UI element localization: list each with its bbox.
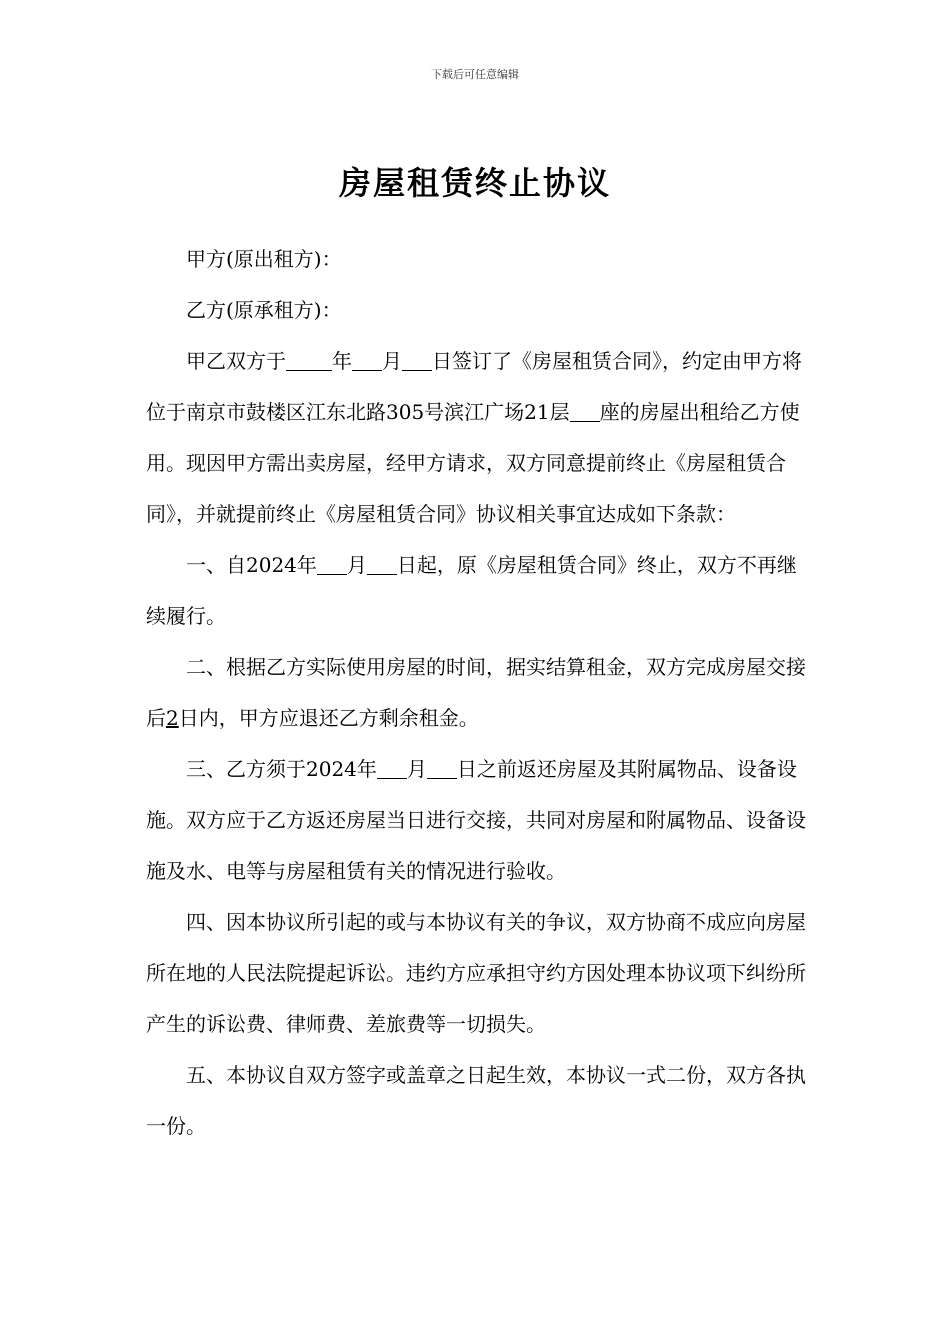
clause-1-day-blank [367, 552, 397, 575]
clause-3-day-blank [427, 756, 457, 779]
intro-text-5: 座的房屋出租给乙方使用。现因甲方需出卖房屋，经甲方请求，双方同意提前终止《房屋租赁合同》，并就提前终止《房屋租赁合同》协议相关事宜达成如下条款： [146, 400, 800, 526]
clause-1-text-3: 日起，原《房屋租赁合同》终止，双方不再继续履行。 [146, 553, 797, 628]
clause-2-text-2: 日内，甲方应退还乙方剩余租金。 [178, 706, 479, 730]
year-blank [286, 348, 332, 371]
clause-3 [146, 744, 806, 897]
document-title: 房屋租赁终止协议 [338, 164, 611, 202]
clause-1-text-2: 月 [346, 553, 367, 577]
document-body [146, 234, 806, 1152]
intro-text-4: 日签订了《房屋租赁合同》，约定由甲方将位于南京市鼓楼区江东北路305号滨江广场21层 [146, 349, 802, 424]
unit-blank [570, 399, 600, 422]
intro-text-2: 年 [332, 349, 352, 373]
clause-3-text-2: 月 [406, 757, 427, 781]
party-b-line: 乙方(原承租方)： [186, 298, 342, 322]
intro-text-3: 月 [382, 349, 402, 373]
clause-3-month-blank [377, 756, 407, 779]
clause-3-text-1: 三、乙方须于2024年 [186, 757, 377, 781]
header-note: 下载后可任意编辑 [431, 68, 519, 81]
clause-1-month-blank [317, 552, 347, 575]
clause-2 [146, 642, 806, 744]
intro-text-1: 甲乙双方于 [186, 349, 286, 373]
month-blank [352, 348, 382, 371]
clause-5: 五、本协议自双方签字或盖章之日起生效，本协议一式二份，双方各执一份。 [146, 1063, 806, 1138]
day-blank [402, 348, 432, 371]
party-a-line: 甲方(原出租方)： [186, 247, 342, 271]
clause-1-text-1: 一、自2024年 [186, 553, 317, 577]
clause-4: 四、因本协议所引起的或与本协议有关的争议，双方协商不成应向房屋所在地的人民法院提起诉讼。违约方应承担守约方因处理本协议项下纠纷所产生的诉讼费、律师费、差旅费等一切损失。 [146, 910, 806, 1036]
intro-paragraph [146, 336, 806, 540]
clause-2-days: 2 [166, 706, 179, 730]
clause-2-text-1: 二、根据乙方实际使用房屋的时间，据实结算租金，双方完成房屋交接后 [146, 655, 806, 730]
clause-3-text-3: 日之前返还房屋及其附属物品、设备设施。双方应于乙方返还房屋当日进行交接，共同对房屋和附属物品、设备设施及水、电等与房屋租赁有关的情况进行验收。 [146, 757, 806, 883]
clause-1 [146, 540, 806, 642]
